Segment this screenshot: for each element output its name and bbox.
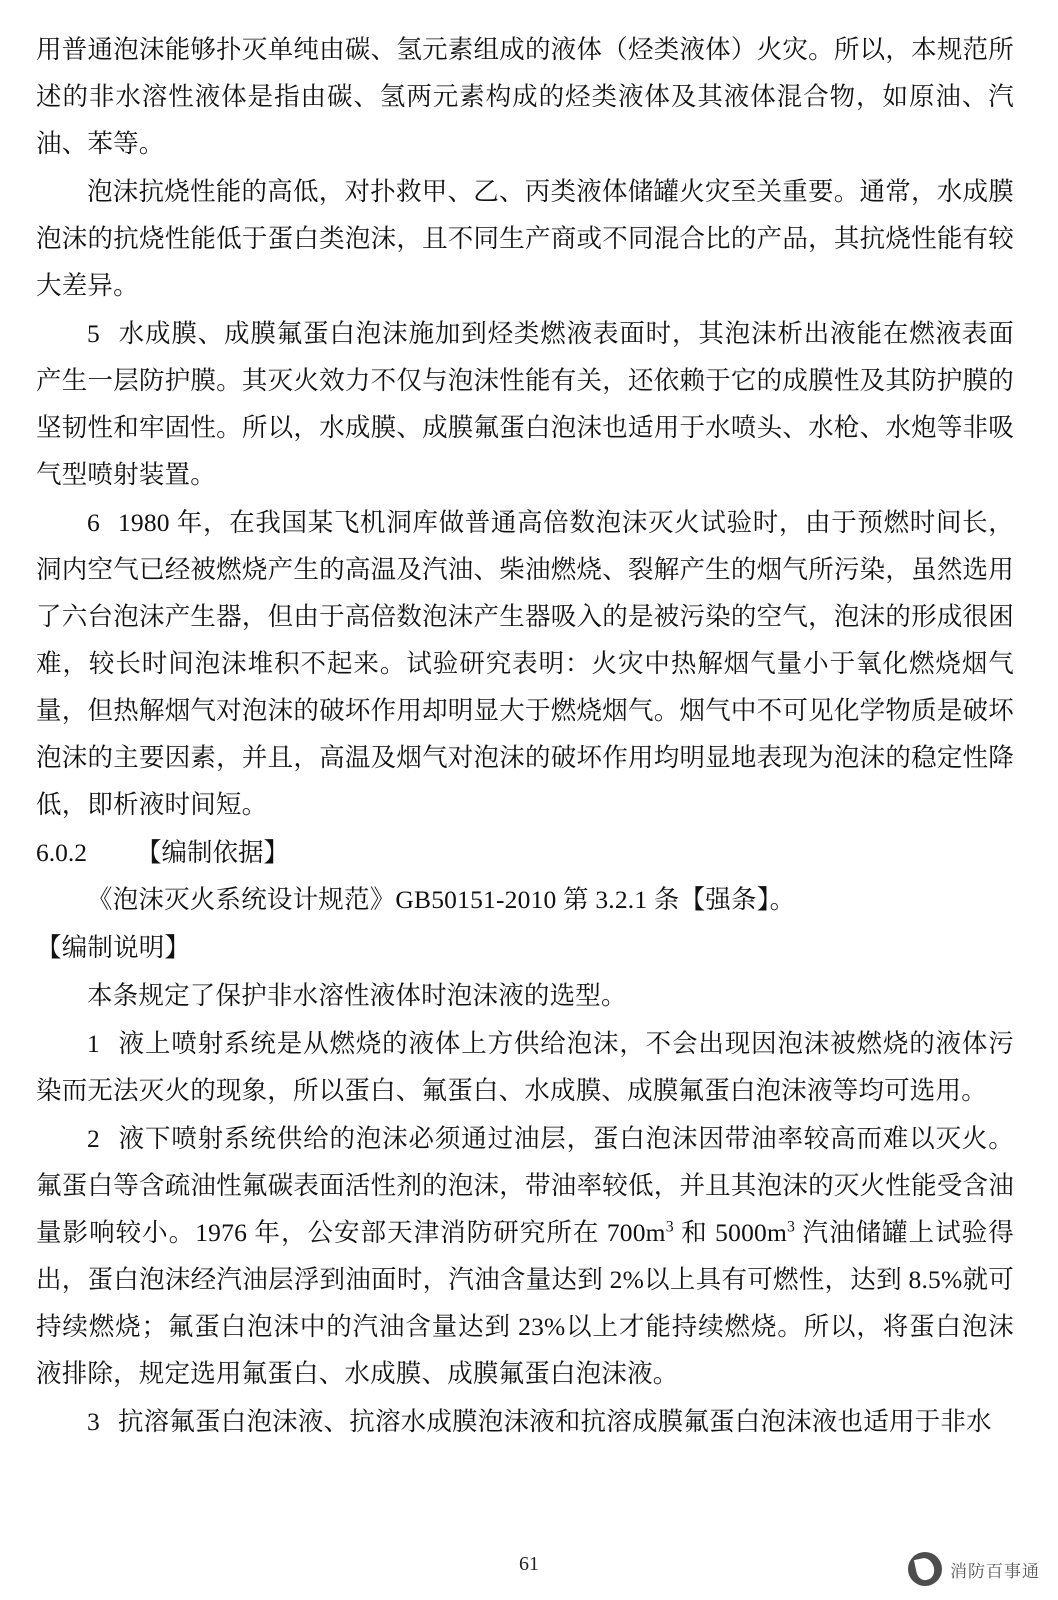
list-number-6: 6 bbox=[87, 508, 100, 537]
explanation-item-3 bbox=[36, 1398, 1014, 1445]
superscript-cubic-1: 3 bbox=[665, 1218, 674, 1236]
watermark-label: 消防百事通 bbox=[950, 1561, 1040, 1581]
paragraph-item-6 bbox=[36, 499, 1014, 828]
clause-reference: 《泡沫灭火系统设计规范》GB50151-2010 第 3.2.1 条【强条】。 bbox=[87, 885, 796, 914]
list-text-2b: 和 5000m bbox=[673, 1218, 788, 1247]
paragraph-item-5 bbox=[36, 310, 1014, 498]
clause-title: 【编制依据】 bbox=[136, 838, 290, 867]
list-number-2: 2 bbox=[87, 1124, 100, 1153]
flame-logo-icon bbox=[908, 1552, 942, 1586]
list-number-1: 1 bbox=[87, 1029, 100, 1058]
page-number: 61 bbox=[519, 1553, 539, 1575]
list-text-6: 1980 年，在我国某飞机洞库做普通高倍数泡沫灭火试验时，由于预燃时间长，洞内空气已经被燃烧产生的高温及汽油、柴油燃烧、裂解产生的烟气所污染，虽然选用了六台泡沫产生器，但由于高倍数泡沫产生器吸入的是被污染的空气，泡沫的形成很困难，较长时间泡沫堆积不起来。试验研究表明：火灾中热解烟气量小于氧化燃烧烟气量，但热解烟气对泡沫的破坏作用却明显大于燃烧烟气。烟气中不可见化学物质是破坏泡沫的主要因素，并且，高温及烟气对泡沫的破坏作用均明显地表现为泡沫的稳定性降低，即析液时间短。 bbox=[36, 508, 1014, 819]
list-text-1: 液上喷射系统是从燃烧的液体上方供给泡沫，不会出现因泡沫被燃烧的液体污染而无法灭火的现象，所以蛋白、氟蛋白、水成膜、成膜氟蛋白泡沫液等均可选用。 bbox=[36, 1029, 1014, 1105]
explanation-intro: 本条规定了保护非水溶性液体时泡沫液的选型。 bbox=[87, 981, 627, 1010]
list-text-2c: 汽油储罐上试验得出，蛋白泡沫经汽油层浮到油面时，汽油含量达到 2%以上具有可燃性，达到 8.5%就可持续燃烧；氟蛋白泡沫中的汽油含量达到 23%以上才能持续燃烧。所以，将蛋白泡沫液排除，规定选用氟蛋白、水成膜、成膜氟蛋白泡沫液。 bbox=[36, 1218, 1014, 1388]
list-number-3: 3 bbox=[87, 1407, 100, 1436]
clause-heading bbox=[36, 829, 1014, 876]
explanation-heading: 【编制说明】 bbox=[36, 933, 191, 962]
watermark bbox=[908, 1552, 1040, 1586]
explanation-item-2 bbox=[36, 1115, 1014, 1397]
list-text-3: 抗溶氟蛋白泡沫液、抗溶水成膜泡沫液和抗溶成膜氟蛋白泡沫液也适用于非水 bbox=[117, 1407, 992, 1436]
list-text-5: 水成膜、成膜氟蛋白泡沫施加到烃类燃液表面时，其泡沫析出液能在燃液表面产生一层防护膜。其灭火效力不仅与泡沫性能有关，还依赖于它的成膜性及其防护膜的坚韧性和牢固性。所以，水成膜、成膜氟蛋白泡沫也适用于水喷头、水枪、水炮等非吸气型喷射装置。 bbox=[36, 319, 1014, 489]
paragraph-hydrocarbon-foam: 用普通泡沫能够扑灭单纯由碳、氢元素组成的液体（烃类液体）火灾。所以，本规范所述的非水溶性液体是指由碳、氢两元素构成的烃类液体及其液体混合物，如原油、汽油、苯等。 bbox=[36, 35, 1014, 158]
explanation-item-1 bbox=[36, 1020, 1014, 1114]
list-text-2a: 液下喷射系统供给的泡沫必须通过油层，蛋白泡沫因带油率较高而难以灭火。氟蛋白等含疏油性氟碳表面活性剂的泡沫，带油率较低，并且其泡沫的灭火性能受含油量影响较小。1976 年，公安部天津消防研究所在 700m bbox=[36, 1124, 1014, 1247]
clause-number: 6.0.2 bbox=[36, 838, 87, 867]
superscript-cubic-2: 3 bbox=[787, 1218, 796, 1236]
paragraph-burnback-resistance: 泡沫抗烧性能的高低，对扑救甲、乙、丙类液体储罐火灾至关重要。通常，水成膜泡沫的抗烧性能低于蛋白类泡沫，且不同生产商或不同混合比的产品，其抗烧性能有较大差异。 bbox=[36, 177, 1014, 300]
list-number-5: 5 bbox=[87, 319, 100, 348]
